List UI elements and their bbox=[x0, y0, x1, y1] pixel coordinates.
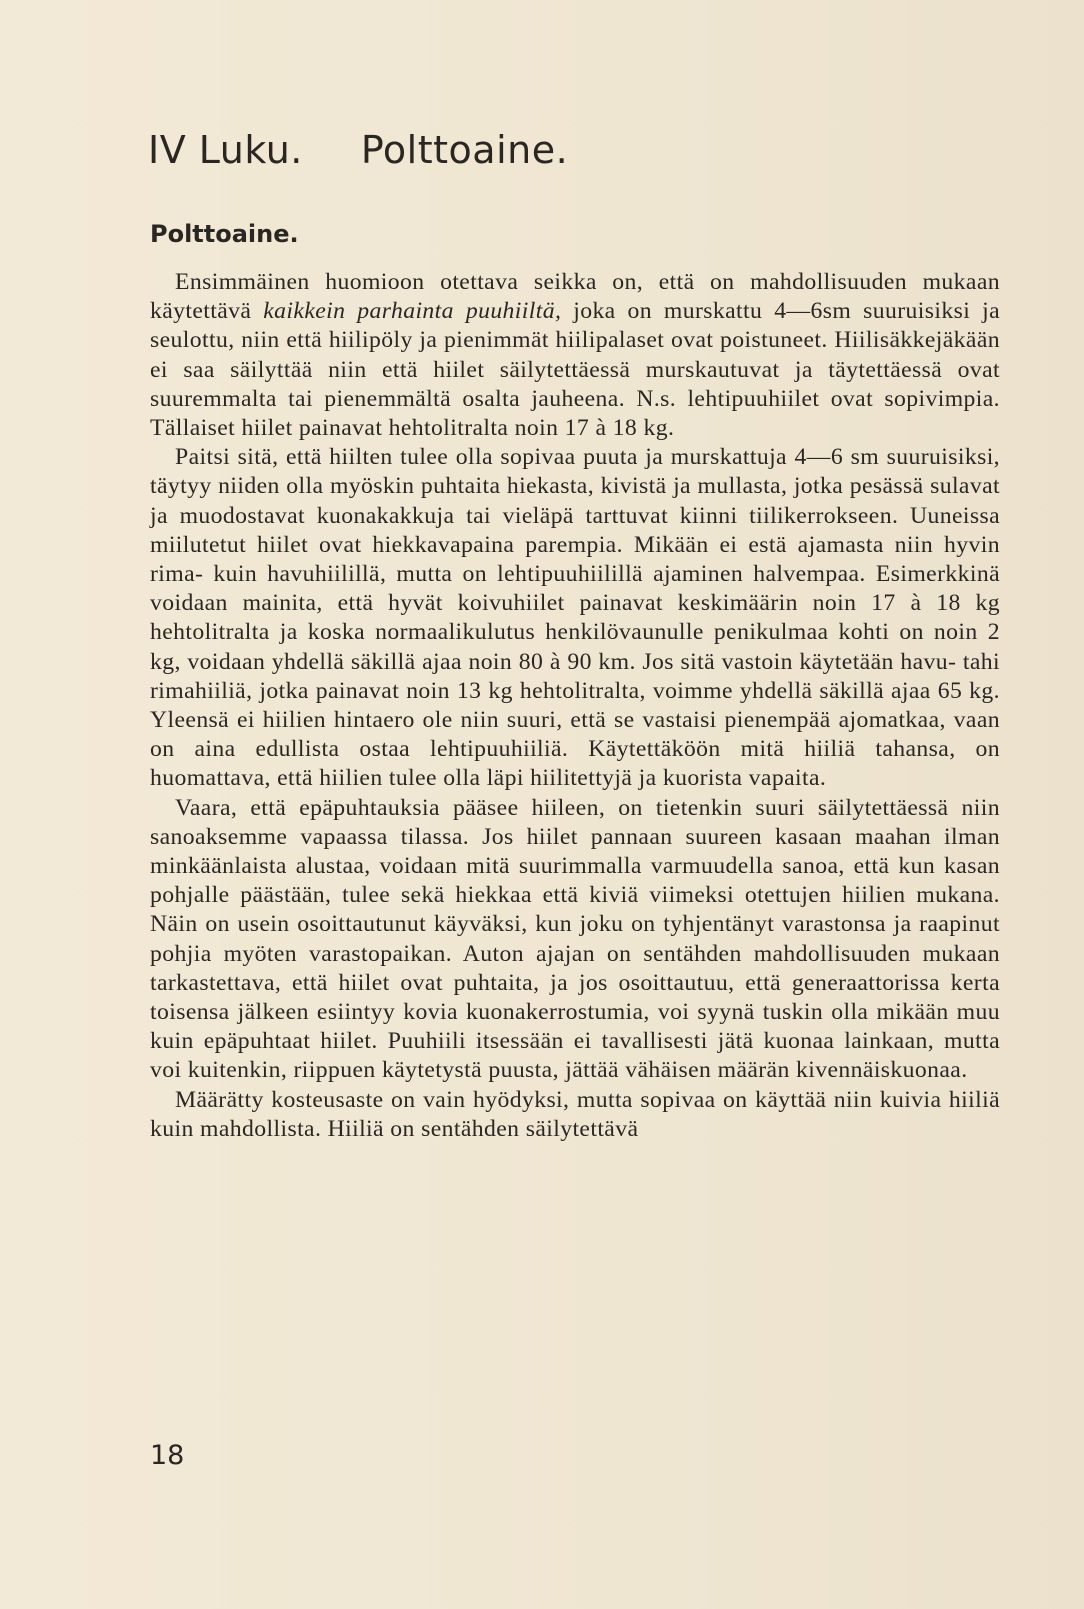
chapter-heading bbox=[148, 128, 568, 172]
paragraph-text: Ensimmäinen huomioon otettava seikka on, että on mahdollisuuden mukaan käytettävä bbox=[150, 269, 1000, 325]
chapter-number: IV Luku. bbox=[148, 128, 303, 172]
section-heading: Polttoaine. bbox=[150, 220, 299, 248]
body-text bbox=[150, 268, 1000, 1144]
paragraph: Määrätty kosteusaste on vain hyödyksi, mutta sopivaa on käyttää niin kuivia hiiliä kuin mahdollista. Hiiliä on sentähden säilytettävä bbox=[150, 1086, 1000, 1142]
chapter-title: Polttoaine. bbox=[360, 128, 569, 172]
paragraph bbox=[150, 268, 1000, 443]
paragraph-text: joka on murskattu 4—6sm suuruisiksi ja seulottu, niin että hiilipöly ja pienimmät hiilipalaset ovat poistuneet. Hiilisäkkejäkään ei saa säilyttää niin että hiilet säilytettäessä murskautuvat ja täytettäessä ovat suuremmalta tai pienemmältä osalta jauheena. N.s. lehtipuuhiilet ovat sopivimpia. Tällaiset hiilet painavat hehtolitralta noin 17 à 18 kg. bbox=[150, 298, 1001, 442]
emphasized-text: kaikkein parhainta puuhiiltä, bbox=[263, 298, 562, 325]
paragraph: Paitsi sitä, että hiilten tulee olla sopivaa puuta ja murskattuja 4—6 sm suuruisiksi, täytyy niiden olla myöskin puhtaita hiekasta, kivistä ja mullasta, jotka pesässä sulavat ja muodostavat kuonakakkuja tai vieläpä tarttuvat kiinni tiilikerrokseen. Uuneissa miilutetut hiilet ovat hiekkavapaina parempia. Mikään ei estä ajamasta niin hyvin rima- kuin havuhiilillä, mutta on lehtipuuhiilillä ajaminen halvempaa. Esimerkkinä voidaan mainita, että hyvät koivuhiilet painavat keskimäärin noin 17 à 18 kg hehtolitralta ja koska normaalikulutus henkilövaunulle penikulmaa kohti on noin 2 kg, voidaan yhdellä säkillä ajaa noin 80 à 90 km. Jos sitä vastoin käytetään havu- tahi rimahiiliä, jotka painavat noin 13 kg hehtolitralta, voimme yhdellä säkillä ajaa 65 kg. Yleensä ei hiilien hintaero ole niin suuri, että se vastaisi pienempää ajomatkaa, vaan on aina edullista ostaa lehtipuuhiiliä. Käytettäköön mitä hiiliä tahansa, on huomattava, että hiilien tulee olla läpi hiilitettyjä ja kuorista vapaita. bbox=[150, 444, 1000, 792]
paragraph: Vaara, että epäpuhtauksia pääsee hiileen, on tietenkin suuri säilytettäessä niin sanoaksemme vapaassa tilassa. Jos hiilet pannaan suureen kasaan maahan ilman minkäänlaista alustaa, voidaan mitä suurimmalla varmuudella sanoa, että kun kasan pohjalle päästään, tulee sekä hiekkaa että kiviä viimeksi otettujen hiilien mukana. Näin on usein osoittautunut käyväksi, kun joku on tyhjentänyt varastonsa ja raapinut pohjia myöten varastopaikan. Auton ajajan on sentähden mahdollisuuden mukaan tarkastettava, että hiilet ovat puhtaita, ja jos osoittautuu, että generaattorissa kerta toisensa jälkeen esiintyy kovia kuonakerrostumia, voi syynä tuskin olla mikään muu kuin epäpuhtaat hiilet. Puuhiili itsessään ei tavallisesti jätä kuonaa lainkaan, mutta voi kuitenkin, riippuen käytetystä puusta, jättää vähäisen määrän kivennäiskuonaa. bbox=[150, 794, 1000, 1084]
page-number: 18 bbox=[150, 1440, 185, 1471]
